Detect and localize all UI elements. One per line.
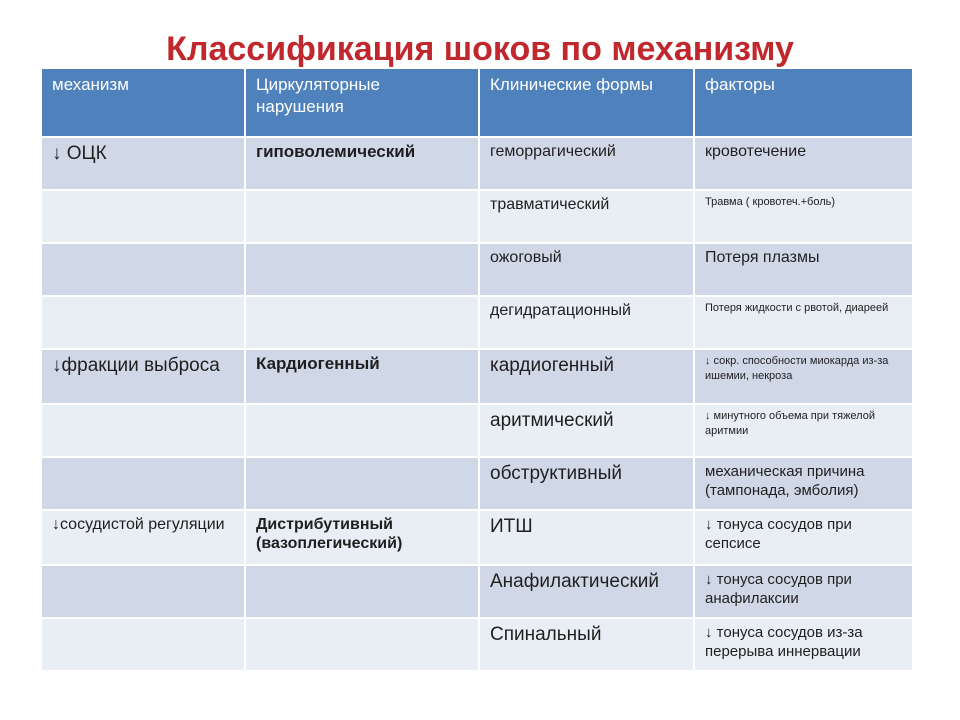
mechanism-cell: ↓фракции выброса — [41, 349, 245, 404]
circulatory-cell — [245, 404, 479, 457]
mechanism-cell: ↓ ОЦК — [41, 137, 245, 190]
factor-cell: ↓ тонуса сосудов при анафилаксии — [694, 565, 913, 618]
clinical-form-cell: геморрагический — [479, 137, 694, 190]
table-row — [41, 296, 913, 349]
header-mechanism: механизм — [41, 68, 245, 137]
table-row — [41, 349, 913, 404]
clinical-form-cell: кардиогенный — [479, 349, 694, 404]
mechanism-cell — [41, 243, 245, 296]
clinical-form-cell: Анафилактический — [479, 565, 694, 618]
slide-title: Классификация шоков по механизму — [166, 30, 794, 68]
table-row — [41, 137, 913, 190]
circulatory-cell — [245, 296, 479, 349]
header-circulatory-disorders: Циркуляторные нарушения — [245, 68, 479, 137]
circulatory-cell — [245, 565, 479, 618]
table-row — [41, 404, 913, 457]
factor-cell: ↓ тонуса сосудов при сепсисе — [694, 510, 913, 565]
clinical-form-cell: аритмический — [479, 404, 694, 457]
factor-cell: Потеря плазмы — [694, 243, 913, 296]
factor-cell: ↓ минутного объема при тяжелой аритмии — [694, 404, 913, 457]
header-clinical-forms: Клинические формы — [479, 68, 694, 137]
circulatory-cell — [245, 618, 479, 671]
clinical-form-cell: ИТШ — [479, 510, 694, 565]
mechanism-cell — [41, 457, 245, 510]
header-factors: факторы — [694, 68, 913, 137]
factor-cell: кровотечение — [694, 137, 913, 190]
factor-cell: механическая причина (тампонада, эмболия) — [694, 457, 913, 510]
factor-cell: ↓ сокр. способности миокарда из-за ишемии, некроза — [694, 349, 913, 404]
circulatory-cell — [245, 243, 479, 296]
mechanism-cell — [41, 565, 245, 618]
factor-cell: ↓ тонуса сосудов из-за перерыва иннервации — [694, 618, 913, 671]
table-row — [41, 190, 913, 243]
clinical-form-cell: Спинальный — [479, 618, 694, 671]
mechanism-cell — [41, 618, 245, 671]
table-row — [41, 618, 913, 671]
mechanism-cell — [41, 404, 245, 457]
table-row — [41, 457, 913, 510]
table-row — [41, 510, 913, 565]
mechanism-cell — [41, 190, 245, 243]
circulatory-cell: Дистрибутивный (вазоплегический) — [245, 510, 479, 565]
clinical-form-cell: травматический — [479, 190, 694, 243]
shock-classification-table — [40, 67, 914, 672]
mechanism-cell: ↓сосудистой регуляции — [41, 510, 245, 565]
circulatory-cell — [245, 457, 479, 510]
factor-cell: Травма ( кровотеч.+боль) — [694, 190, 913, 243]
factor-cell: Потеря жидкости с рвотой, диареей — [694, 296, 913, 349]
clinical-form-cell: обструктивный — [479, 457, 694, 510]
table-row — [41, 565, 913, 618]
circulatory-cell — [245, 190, 479, 243]
table-row — [41, 243, 913, 296]
mechanism-cell — [41, 296, 245, 349]
clinical-form-cell: дегидратационный — [479, 296, 694, 349]
clinical-form-cell: ожоговый — [479, 243, 694, 296]
circulatory-cell: Кардиогенный — [245, 349, 479, 404]
table-header-row — [41, 68, 913, 137]
circulatory-cell: гиповолемический — [245, 137, 479, 190]
